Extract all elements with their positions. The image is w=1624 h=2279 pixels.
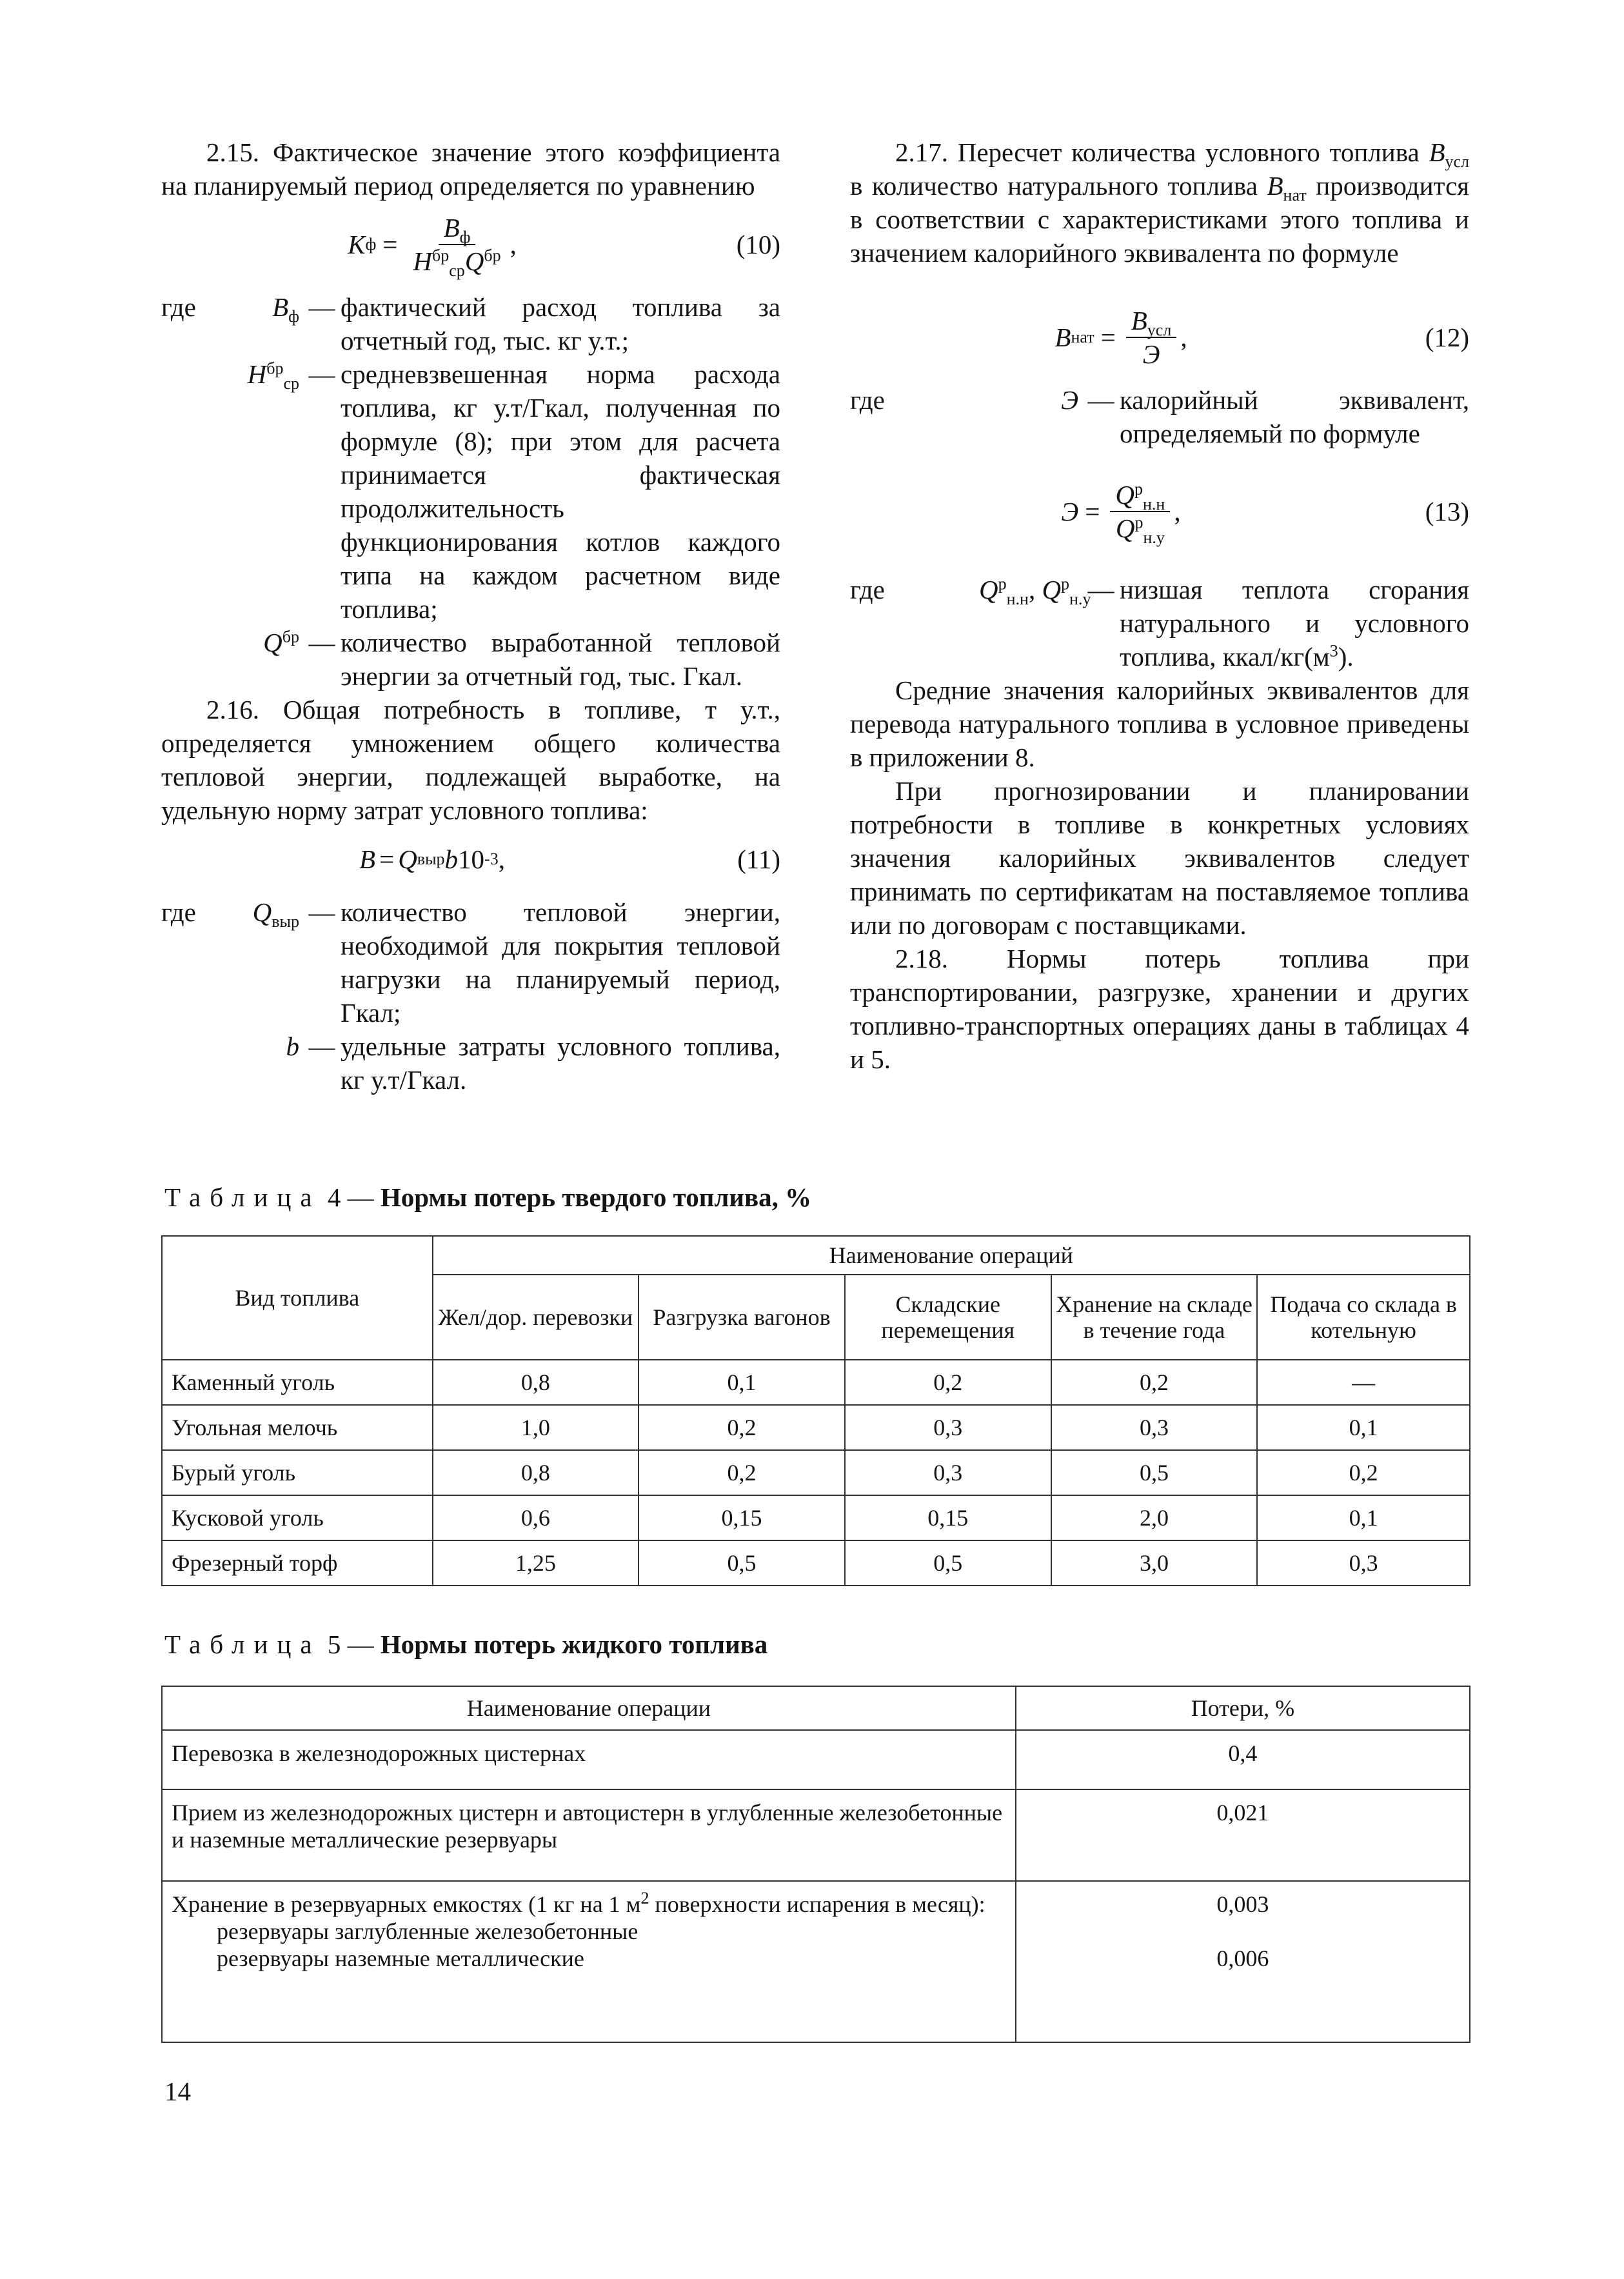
col-loss: Потери, % xyxy=(1016,1686,1470,1730)
table-5-caption: Таблица 5 — Нормы потерь жидкого топлива xyxy=(164,1629,768,1659)
col-fuel-type: Вид топлива xyxy=(162,1236,433,1360)
page-number: 14 xyxy=(164,2076,191,2106)
table-row: Кусковой уголь 0,6 0,15 0,15 2,0 0,1 xyxy=(162,1495,1470,1540)
paragraph-2-18: 2.18. Нормы потерь топлива при транспортировании, разгрузке, хранении и других топливно-транспортных операциях даны в таблицах 4 и 5. xyxy=(850,944,1469,1074)
paragraph-2-16: 2.16. Общая потребность в топливе, т у.т., определяется умножением общего количества тепловой энергии, подлежащей выработке, на удельную норму затрат условного топлива: xyxy=(161,695,780,825)
table-row: Хранение в резервуарных емкостях (1 кг на 1 $м^2$ поверхности испарения в месяц): резервуары заглубленные железобетонные резервуары наземные металлические 0,003 0,006 xyxy=(162,1881,1470,2042)
table-4-caption: Таблица 4 — Нормы потерь твердого топлива, % xyxy=(164,1182,812,1212)
equation-number: (11) xyxy=(737,844,780,874)
table-5 xyxy=(161,1686,1471,2043)
right-column xyxy=(850,135,1469,1076)
paragraph-calorific: Средние значения калорийных эквивалентов для перевода натурального топлива в условное приведены в приложении 8. xyxy=(850,675,1469,772)
formula-13: Э = $\frac{Q^р_{н.н}}{Q^р_{н.у}}$ , (13) xyxy=(850,470,1469,553)
fraction-10: $\frac{B_ф}{H^{бр}_{ср}Q^{бр}}$ xyxy=(413,213,501,281)
table-row: Прием из железнодорожных цистерн и автоцистерн в углубленные железобетонные и наземные металлические резервуары 0,021 xyxy=(162,1789,1470,1881)
paragraph-2-17: 2.17. Пересчет количества условного топлива $B_{усл}$ в количество натурального топлива $B_{нат}$ производится в соответствии с характеристиками этого топлива и значением калорийного эквивалента по формуле xyxy=(850,137,1469,268)
left-column xyxy=(161,135,780,1097)
paragraph-forecast: При прогнозировании и планировании потребности в топливе в конкретных условиях значения калорийных эквивалентов следует принимать по сертификатам на поставляемое топлива или по договорам с поставщиками. xyxy=(850,776,1469,940)
table-row: Перевозка в железнодорожных цистернах 0,4 xyxy=(162,1730,1470,1789)
table-row: Бурый уголь 0,8 0,2 0,3 0,5 0,2 xyxy=(162,1450,1470,1495)
formula-10: K ф = $\frac{B_ф}{H^{бр}_{ср}Q^{бр}}$ , (10) xyxy=(161,203,780,286)
equation-number: (13) xyxy=(1425,497,1469,526)
equation-number: (10) xyxy=(736,230,780,259)
formula-12: B нат = $\frac{B_{усл}}{Э}$ , (12) xyxy=(850,295,1469,379)
col-operation: Наименование операции xyxy=(162,1686,1016,1730)
table-row: Фрезерный торф 1,25 0,5 0,5 3,0 0,3 xyxy=(162,1540,1470,1586)
col-group-operations: Наименование операций xyxy=(433,1236,1470,1275)
equation-number: (12) xyxy=(1425,323,1469,352)
table-row: Каменный уголь 0,8 0,1 0,2 0,2 — xyxy=(162,1360,1470,1405)
table-row: Угольная мелочь 1,0 0,2 0,3 0,3 0,1 xyxy=(162,1405,1470,1450)
definitions-11: где $Q_{выр}$ — количество тепловой энергии, необходимой для покрытия тепловой нагрузки на планируемый период, Гкал; b — удельные затраты условного топлива, кг у.т/Гкал. xyxy=(161,897,780,1095)
definitions-10: где $B_ф$ — фактический расход топлива за отчетный год, тыс. кг у.т.; $H^{бр}_{ср}$ — средневзвешенная норма расхода топлива, кг у.т/Гкал, полученная по формуле (8); при этом для расчета принимается фактическая продолжительность функционирования котлов каждого типа на каждом расчетном виде топлива; $Q^{бр}$ — количество выработанной тепловой энергии за отчетный год, тыс. Гкал. xyxy=(161,292,780,691)
definition-13: где $Q^р_{н.н}$, $Q^р_{н.у}$ — низшая теплота сгорания натурального и условного топлива, ккал/$кг(м^3)$. xyxy=(850,574,1469,672)
table-4: Вид топлива Наименование операций Жел/дор. перевозки Разгрузка вагонов Складские перемещения Хранение на складе в течение года Подача со склада в котельную Каменный уголь 0,8 0,1 0,2 0,2 — Угольная мелочь 1,0 0,2 0,3 0,3 0,1 Бурый уголь 0,8 0,2 0,3 0,5 0,2 Кусковой уголь 0,6 0,15 0,15 2,0 0,1 Фрезерный торф 1,25 0,5 0,5 3,0 0,3 xyxy=(161,1235,1471,1586)
definition-12: где Э — калорийный эквивалент, определяемый по формуле xyxy=(850,385,1469,448)
formula-11: B = Q выр b 10 -3 , (11) xyxy=(161,827,780,891)
paragraph-2-15: 2.15. Фактическое значение этого коэффициента на планируемый период определяется по уравнению xyxy=(161,137,780,201)
